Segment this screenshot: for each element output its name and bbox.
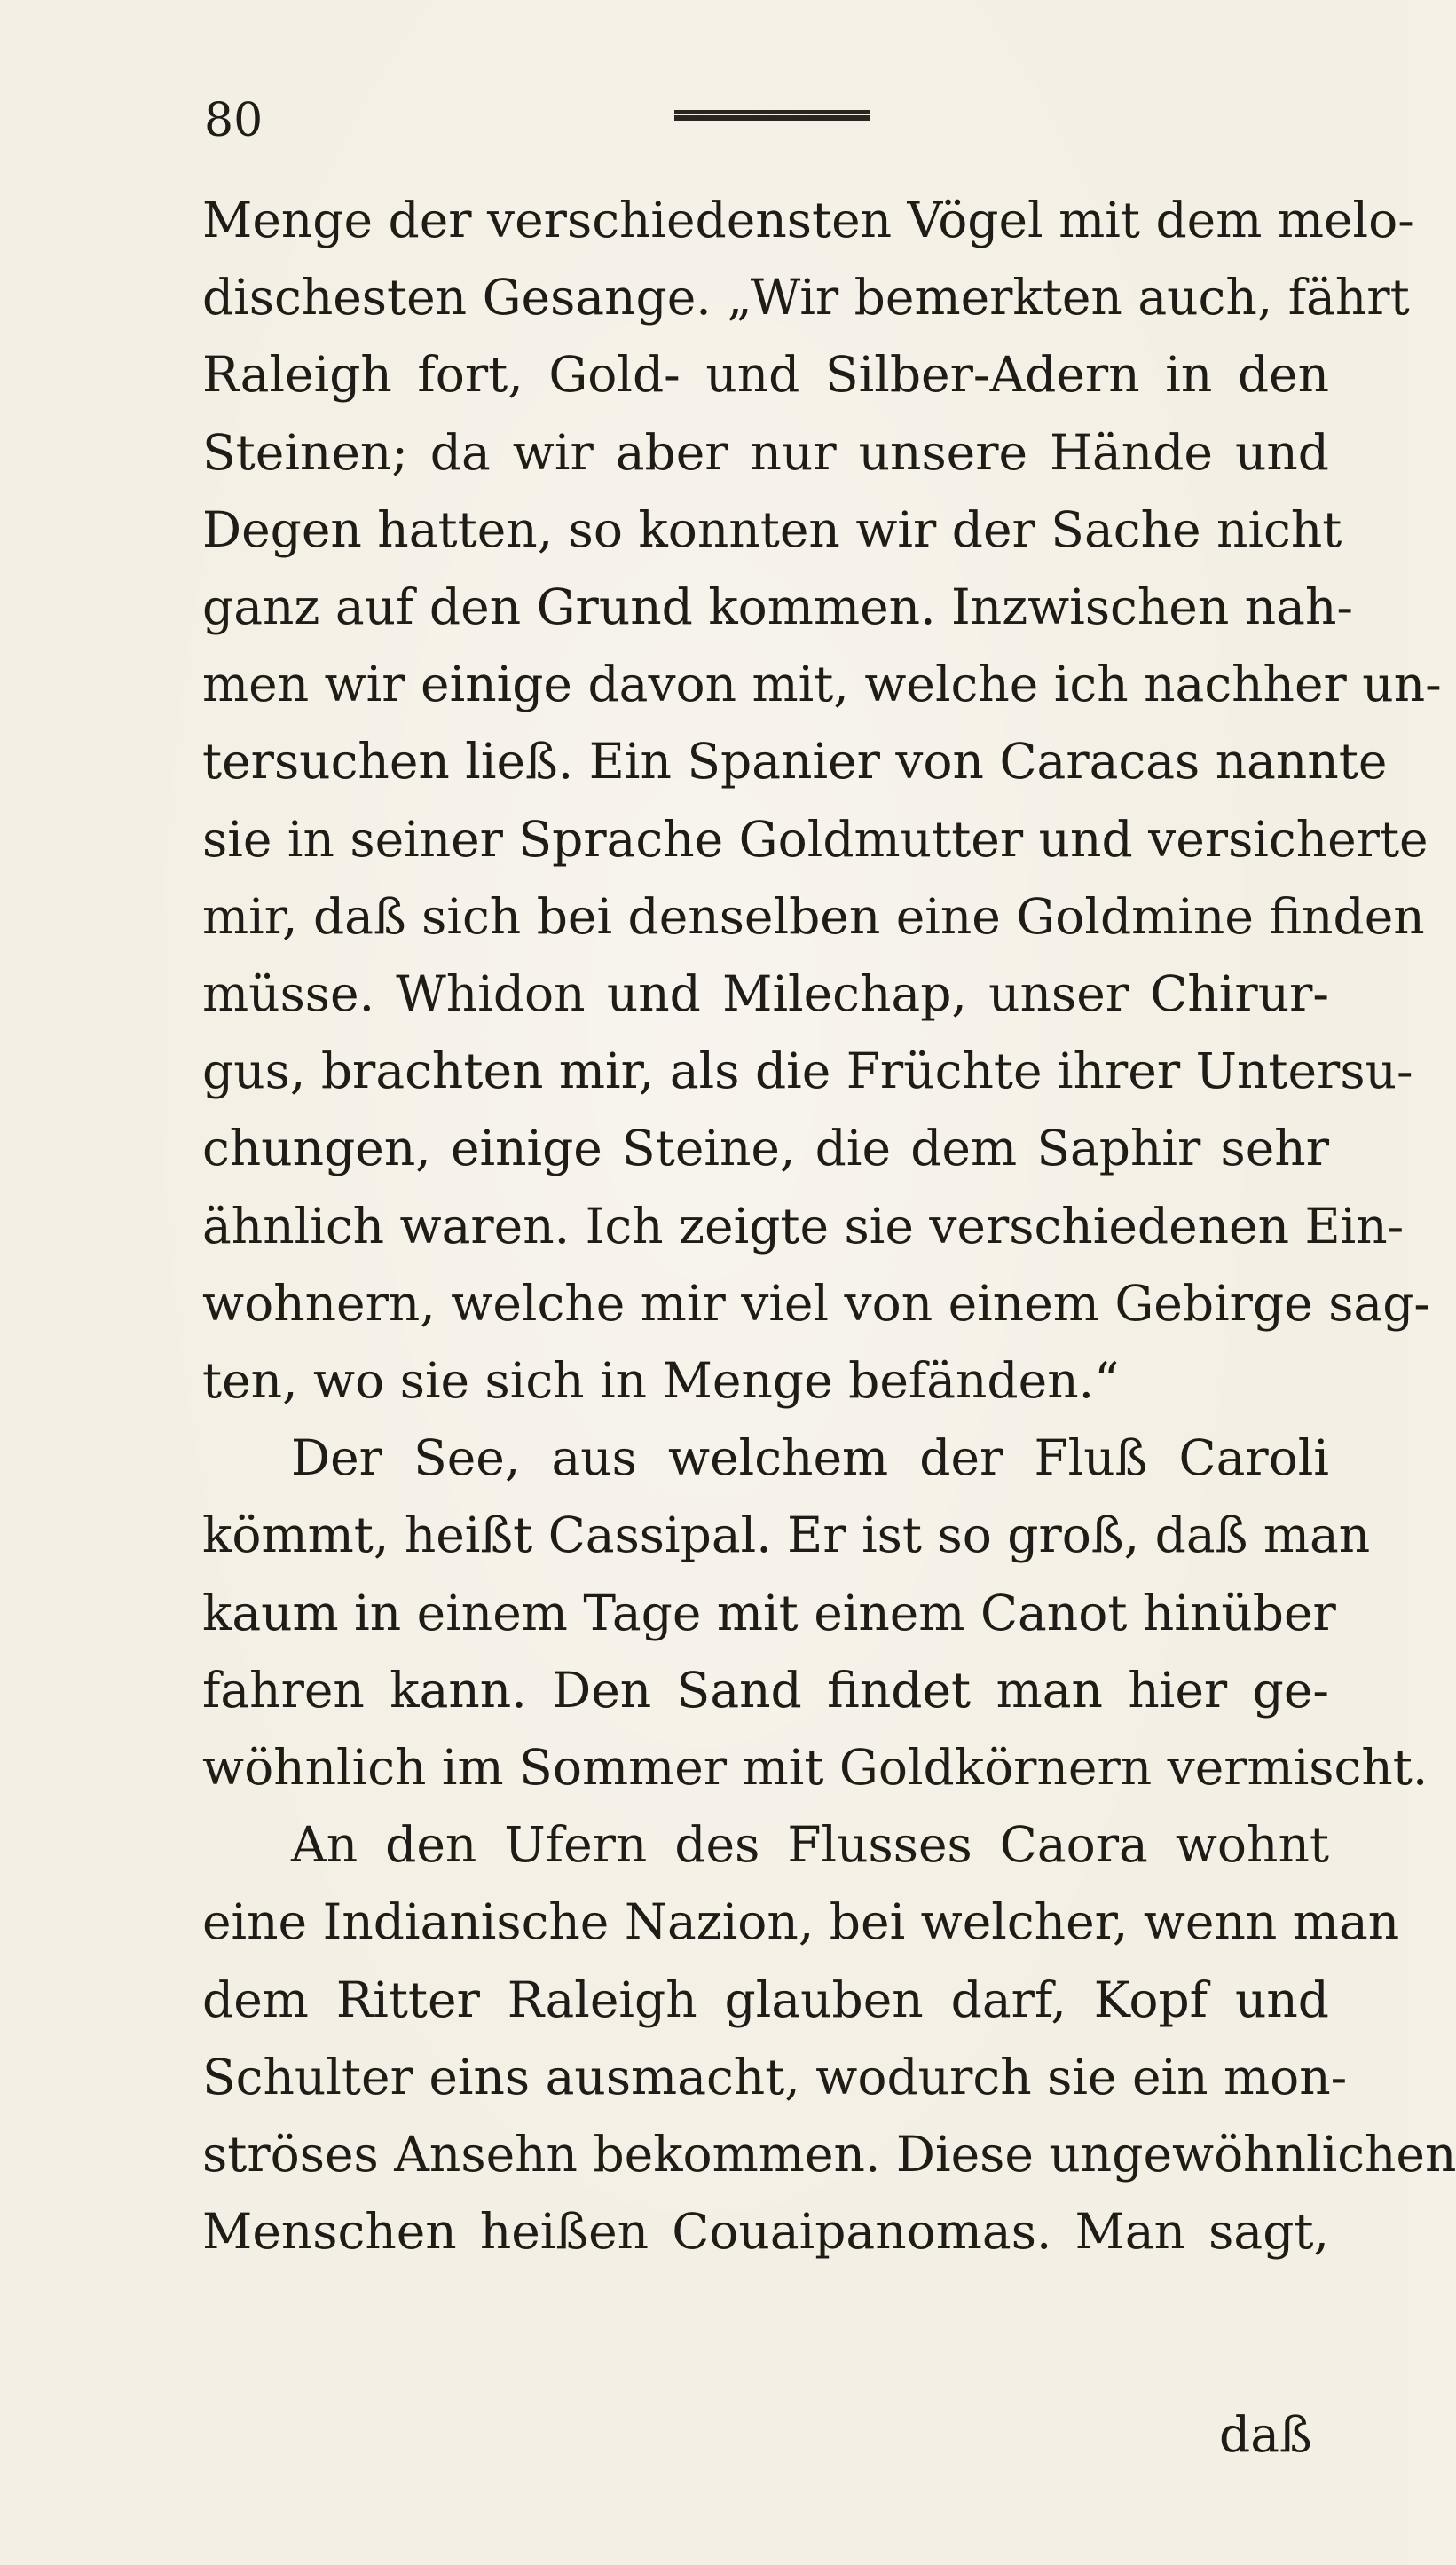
text-line: Steinen; da wir aber nur unsere Hände und	[202, 423, 1329, 481]
header-rule	[674, 110, 870, 121]
text-line: ten, wo sie sich in Menge befänden.“	[202, 1352, 1120, 1410]
text-line: Der See, aus welchem der Fluß Caroli	[291, 1429, 1329, 1487]
text-line: men wir einige davon mit, welche ich nachher un-	[202, 656, 1442, 713]
body-text	[202, 182, 1456, 2270]
text-line: fahren kann. Den Sand findet man hier ge-	[202, 1661, 1329, 1719]
page-number: 80	[204, 94, 264, 147]
text-line: kaum in einem Tage mit einem Canot hinüber	[202, 1584, 1336, 1641]
text-line: ähnlich waren. Ich zeigte sie verschiedenen Ein-	[202, 1197, 1405, 1255]
text-line: ganz auf den Grund kommen. Inzwischen nah-	[202, 578, 1353, 636]
text-line: eine Indianische Nazion, bei welcher, wenn man	[202, 1893, 1400, 1951]
text-line: chungen, einige Steine, die dem Saphir sehr	[202, 1120, 1329, 1177]
text-line: Menge der verschiedensten Vögel mit dem melo-	[202, 192, 1414, 248]
catchword: daß	[1219, 2406, 1312, 2463]
text-line: kömmt, heißt Cassipal. Er ist so groß, daß man	[202, 1507, 1371, 1564]
text-line: mir, daß sich bei denselben eine Goldmine finden	[202, 887, 1425, 945]
text-line: wohnern, welche mir viel von einem Gebirge sag-	[202, 1274, 1430, 1332]
text-line: sie in seiner Sprache Goldmutter und versicherte	[202, 810, 1428, 868]
text-line: Schulter eins ausmacht, wodurch sie ein mon-	[202, 2048, 1348, 2105]
text-line: müsse. Whidon und Milechap, unser Chirur-	[202, 965, 1329, 1023]
text-line: dem Ritter Raleigh glauben darf, Kopf und	[202, 1971, 1329, 2028]
text-line: tersuchen ließ. Ein Spanier von Caracas nannte	[202, 733, 1388, 791]
text-line: Raleigh fort, Gold- und Silber-Adern in den	[202, 346, 1329, 404]
text-line: gus, brachten mir, als die Früchte ihrer Untersu-	[202, 1043, 1413, 1100]
text-line: Menschen heißen Couaipanomas. Man sagt,	[202, 2203, 1329, 2261]
text-line: dischesten Gesange. „Wir bemerkten auch, fährt	[202, 269, 1410, 327]
text-line: An den Ufern des Flusses Caora wohnt	[291, 1816, 1329, 1874]
text-line: wöhnlich im Sommer mit Goldkörnern vermischt.	[202, 1739, 1428, 1797]
text-line: Degen hatten, so konnten wir der Sache nicht	[202, 500, 1342, 558]
text-line: ströses Ansehn bekommen. Diese ungewöhnlichen	[202, 2126, 1456, 2183]
